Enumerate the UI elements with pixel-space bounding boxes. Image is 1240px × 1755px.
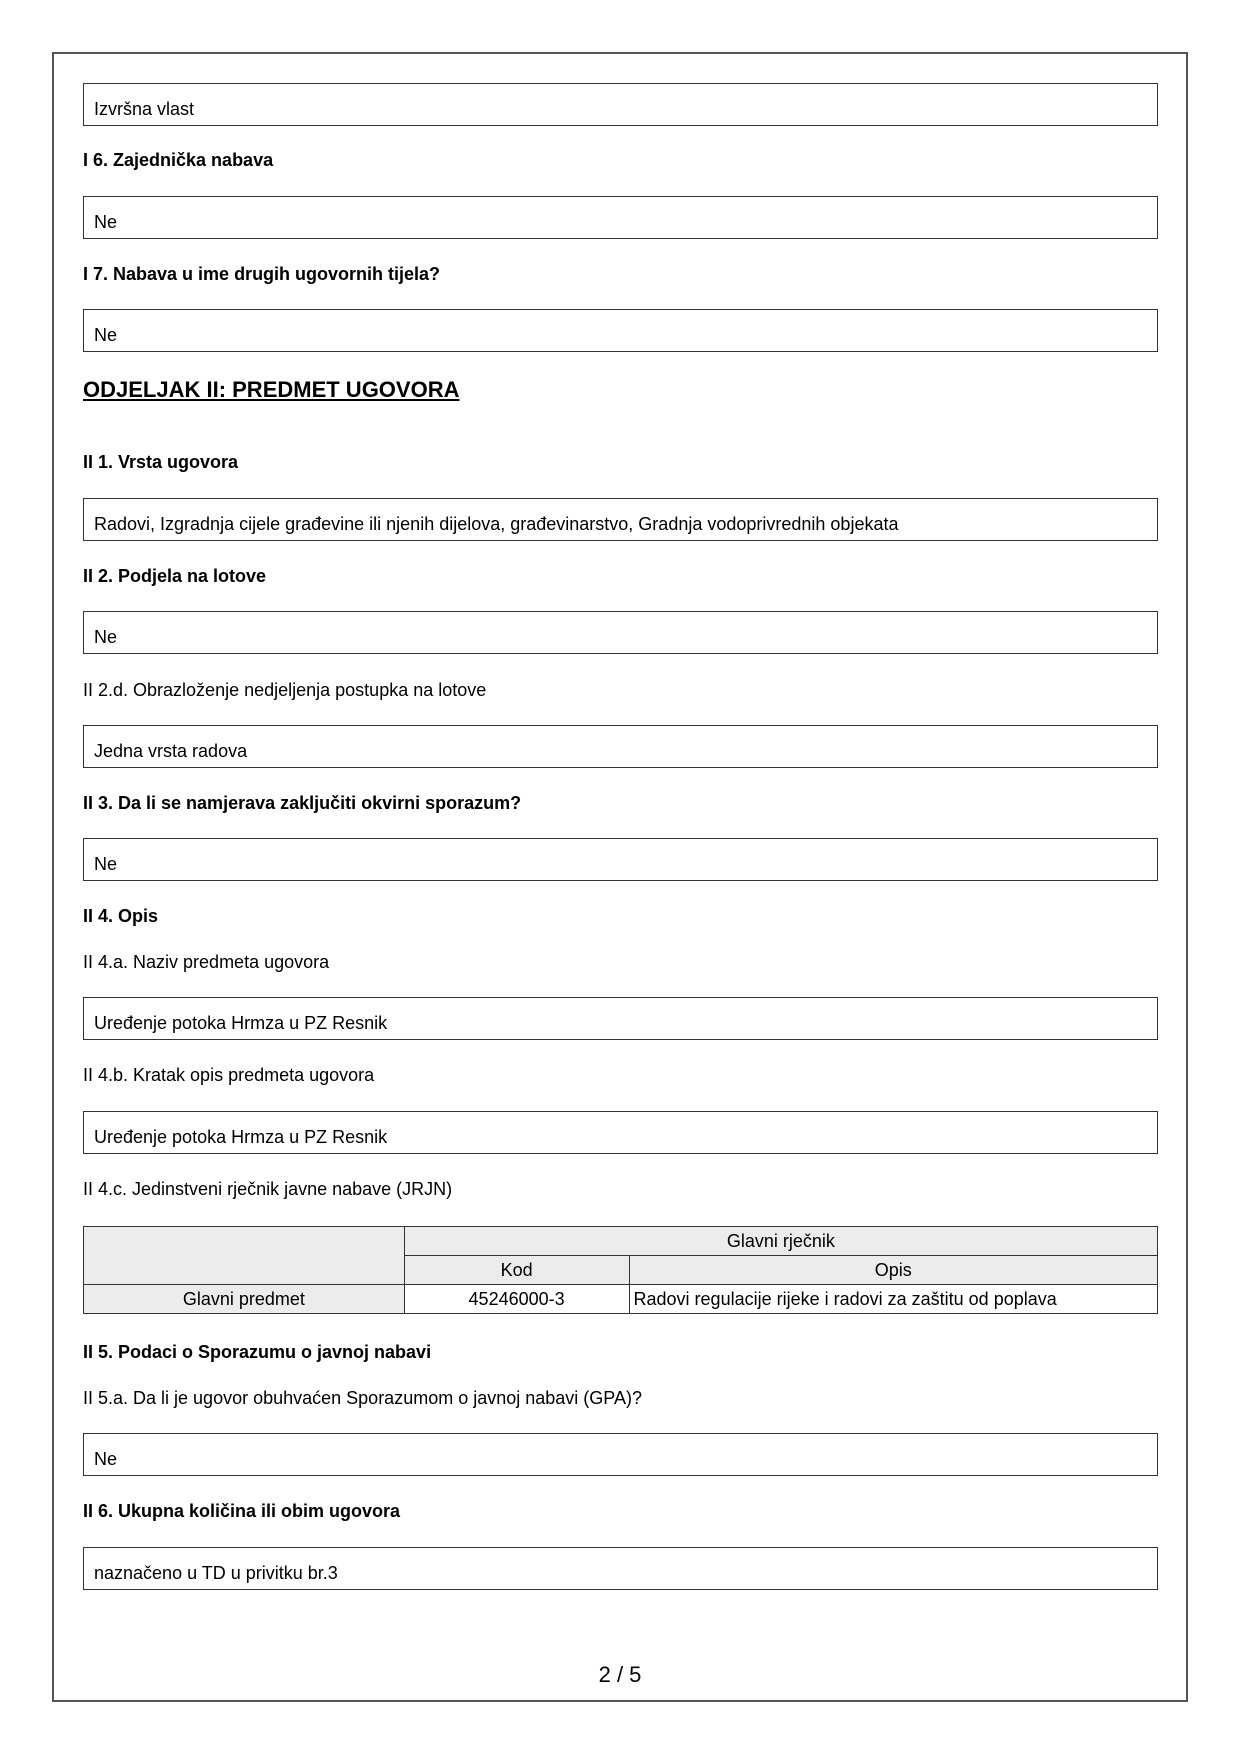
table-cell-kod: 45246000-3: [404, 1285, 629, 1314]
ii5-label: II 5. Podaci o Sporazumu o javnoj nabavi: [83, 1342, 432, 1362]
field-value: Ne: [94, 627, 118, 647]
field-value: Ne: [94, 212, 118, 232]
i6-label: I 6. Zajednička nabava: [83, 150, 274, 170]
ii1-label: II 1. Vrsta ugovora: [83, 452, 239, 472]
ii1-field: [83, 498, 1158, 541]
field-value: Radovi, Izgradnja cijele građevine ili njenih dijelova, građevinarstvo, Gradnja vodoprivrednih objekata: [94, 514, 899, 534]
ii2d-field: [83, 725, 1158, 768]
ii2d-label: II 2.d. Obrazloženje nedjeljenja postupka na lotove: [83, 680, 487, 700]
table-header-row: [84, 1227, 1158, 1256]
field-value: Ne: [94, 325, 118, 345]
section-heading: ODJELJAK II: PREDMET UGOVORA: [83, 377, 460, 402]
executive-authority-field: [83, 83, 1158, 126]
ii4a-field: [83, 997, 1158, 1040]
ii2-label: II 2. Podjela na lotove: [83, 566, 267, 586]
page-number: 2 / 5: [598, 1662, 642, 1687]
ii4b-label: II 4.b. Kratak opis predmeta ugovora: [83, 1065, 375, 1085]
ii5a-label: II 5.a. Da li je ugovor obuhvaćen Sporazumom o javnoj nabavi (GPA)?: [83, 1388, 642, 1408]
table-cell-opis: Radovi regulacije rijeke i radovi za zaštitu od poplava: [629, 1285, 1157, 1314]
table-col-opis: Opis: [629, 1256, 1157, 1285]
ii4c-label: II 4.c. Jedinstveni rječnik javne nabave (JRJN): [83, 1179, 453, 1199]
ii6-label: II 6. Ukupna količina ili obim ugovora: [83, 1501, 401, 1521]
field-value: Uređenje potoka Hrmza u PZ Resnik: [94, 1127, 388, 1147]
ii4b-field: [83, 1111, 1158, 1154]
field-value: naznačeno u TD u privitku br.3: [94, 1563, 338, 1583]
table-row-label: Glavni predmet: [84, 1285, 405, 1314]
ii4-label: II 4. Opis: [83, 906, 159, 926]
field-value: Uređenje potoka Hrmza u PZ Resnik: [94, 1013, 388, 1033]
table-corner-cell: [84, 1227, 405, 1285]
ii3-label: II 3. Da li se namjerava zaključiti okvirni sporazum?: [83, 793, 522, 813]
i6-field: [83, 196, 1158, 239]
field-value: Ne: [94, 854, 118, 874]
field-value: Izvršna vlast: [94, 99, 195, 119]
table-col-kod: Kod: [404, 1256, 629, 1285]
field-value: Ne: [94, 1449, 118, 1469]
ii3-field: [83, 838, 1158, 881]
table-row: [84, 1285, 1158, 1314]
ii4a-label: II 4.a. Naziv predmeta ugovora: [83, 952, 330, 972]
ii6-field: [83, 1547, 1158, 1590]
ii5a-field: [83, 1433, 1158, 1476]
field-value: Jedna vrsta radova: [94, 741, 248, 761]
ii2-field: [83, 611, 1158, 654]
i7-label: I 7. Nabava u ime drugih ugovornih tijela?: [83, 264, 441, 284]
i7-field: [83, 309, 1158, 352]
jrjn-table: [83, 1226, 1158, 1314]
table-group-header: Glavni rječnik: [404, 1227, 1157, 1256]
